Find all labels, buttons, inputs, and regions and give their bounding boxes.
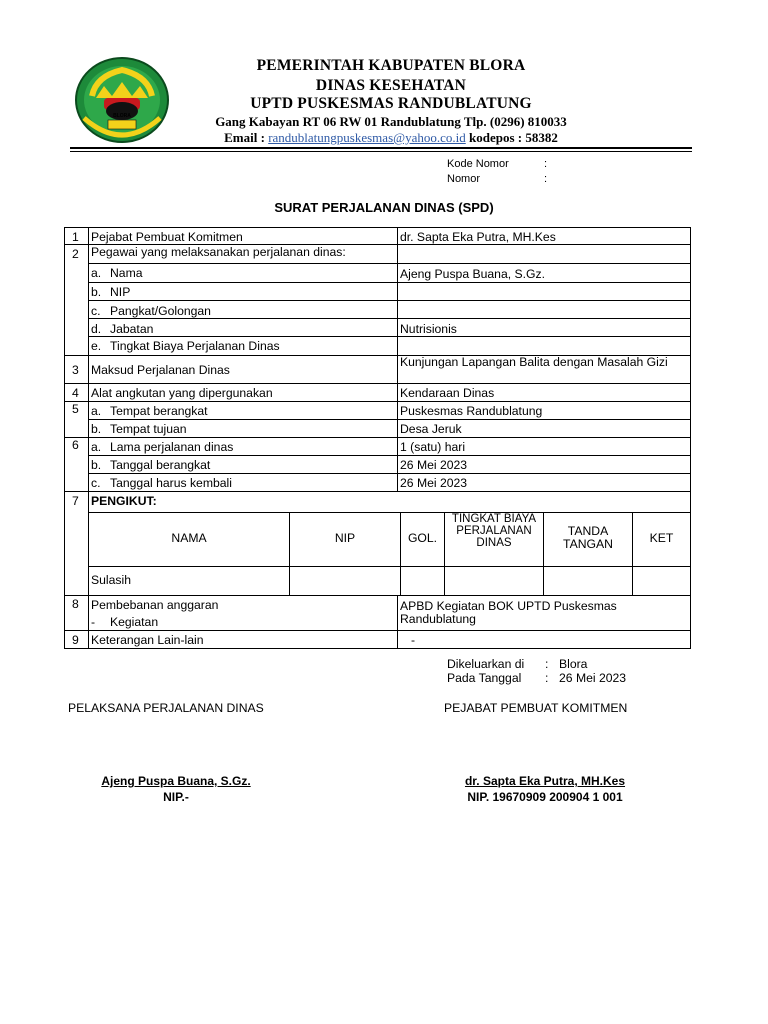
row-label: Lama perjalanan dinas [110,440,234,454]
header-tanda-tangan: TANDA TANGAN [563,524,613,551]
row-label: NIP [110,285,131,299]
row-value: Puskesmas Randublatung [400,404,543,418]
signature-right-role: PEJABAT PEMBUAT KOMITMEN [444,701,628,715]
kode-nomor-sep: : [544,158,548,170]
row-letter: e. [91,339,102,353]
issued-place: Blora [559,657,588,671]
row-number: 4 [72,386,79,400]
header-nip: NIP [334,531,356,545]
row-label: Tempat berangkat [110,404,208,418]
row-letter: b. [91,422,102,436]
row-letter: b. [91,458,102,472]
nomor-label: Nomor [447,173,481,185]
row-label: PENGIKUT: [91,494,157,508]
row-number: 1 [72,230,79,244]
header-nama: NAMA [171,531,207,545]
issued-place-sep: : [545,657,549,671]
row-number: 8 [72,597,79,611]
row-value: dr. Sapta Eka Putra, MH.Kes [400,230,556,244]
row-number: 3 [72,363,79,377]
row-letter: d. [91,322,102,336]
row-label: Nama [110,266,143,280]
row-letter: b. [91,285,102,299]
row-label: Tanggal harus kembali [110,476,232,490]
row-label: Pangkat/Golongan [110,304,211,318]
header-tingkat-biaya: TINGKAT BIAYA PERJALANAN DINAS [451,513,537,549]
letterhead-unit: UPTD PUSKESMAS RANDUBLATUNG [250,95,532,112]
signature-left-nip: NIP.- [163,790,189,804]
row-value: - [411,633,416,647]
issued-date-label: Pada Tanggal [447,671,522,685]
row-label: Tanggal berangkat [110,458,211,472]
row-number: 9 [72,633,79,647]
header-gol: GOL. [407,531,438,545]
row-value: 26 Mei 2023 [400,476,468,490]
letterhead-rule-thin [70,151,692,152]
row-label: Alat angkutan yang dipergunakan [91,386,273,400]
row-label: Pejabat Pembuat Komitmen [91,230,243,244]
nomor-sep: : [544,173,548,185]
row-sub-dash: - [91,615,96,629]
blora-emblem-icon [74,56,170,144]
row-number: 7 [72,494,79,508]
row-label: Jabatan [110,322,154,336]
row-number: 6 [72,438,79,452]
row-letter: a. [91,440,102,454]
row-label: Keterangan Lain-lain [91,633,204,647]
row-value: 26 Mei 2023 [400,458,468,472]
row-value: APBD Kegiatan BOK UPTD Puskesmas Randublatung [400,599,617,626]
signature-left-name: Ajeng Puspa Buana, S.Gz. [101,774,251,788]
letterhead-rule-thick [70,147,692,149]
signature-right-name: dr. Sapta Eka Putra, MH.Kes [464,774,626,788]
row-label: Maksud Perjalanan Dinas [91,363,230,377]
row-value: 1 (satu) hari [400,440,466,454]
kode-nomor-label: Kode Nomor [447,158,509,170]
row-number: 5 [72,402,79,416]
row-value: Kunjungan Lapangan Balita dengan Masalah Gizi [400,355,668,369]
letterhead-contact [180,130,602,146]
regency-logo [74,56,170,144]
row-label: Tingkat Biaya Perjalanan Dinas [110,339,280,353]
letterhead-agency: DINAS KESEHATAN [315,77,467,94]
row-letter: c. [91,476,101,490]
signature-right-nip: NIP. 19670909 200904 1 001 [467,790,623,804]
signature-left-role: PELAKSANA PERJALANAN DINAS [68,701,264,715]
email-link[interactable]: randublatungpuskesmas@yahoo.co.id [268,130,466,145]
header-ket: KET [649,531,674,545]
row-value: Kendaraan Dinas [400,386,495,400]
logo-label: BLORA [113,113,131,119]
email-label: Email : [224,130,265,145]
letterhead-address: Gang Kabayan RT 06 RW 01 Randublatung Tlp. (0296) 810033 [215,114,567,129]
issued-date-sep: : [545,671,549,685]
row-sub-label: Kegiatan [110,615,159,629]
letterhead-government: PEMERINTAH KABUPATEN BLORA [256,57,526,74]
row-number: 2 [72,247,79,261]
row-value: Desa Jeruk [400,422,462,436]
pengikut-name: Sulasih [91,573,131,587]
issued-place-label: Dikeluarkan di [447,657,525,671]
row-letter: a. [91,266,102,280]
row-label: Pegawai yang melaksanakan perjalanan dinas: [91,245,346,259]
row-label: Pembebanan anggaran [91,598,219,612]
row-letter: c. [91,304,101,318]
row-value: Ajeng Puspa Buana, S.Gz. [400,267,545,281]
row-label: Tempat tujuan [110,422,187,436]
issued-date: 26 Mei 2023 [559,671,627,685]
row-letter: a. [91,404,102,418]
postcode: kodepos : 58382 [469,130,558,145]
document-title: SURAT PERJALANAN DINAS (SPD) [274,200,494,215]
row-value: Nutrisionis [400,322,457,336]
